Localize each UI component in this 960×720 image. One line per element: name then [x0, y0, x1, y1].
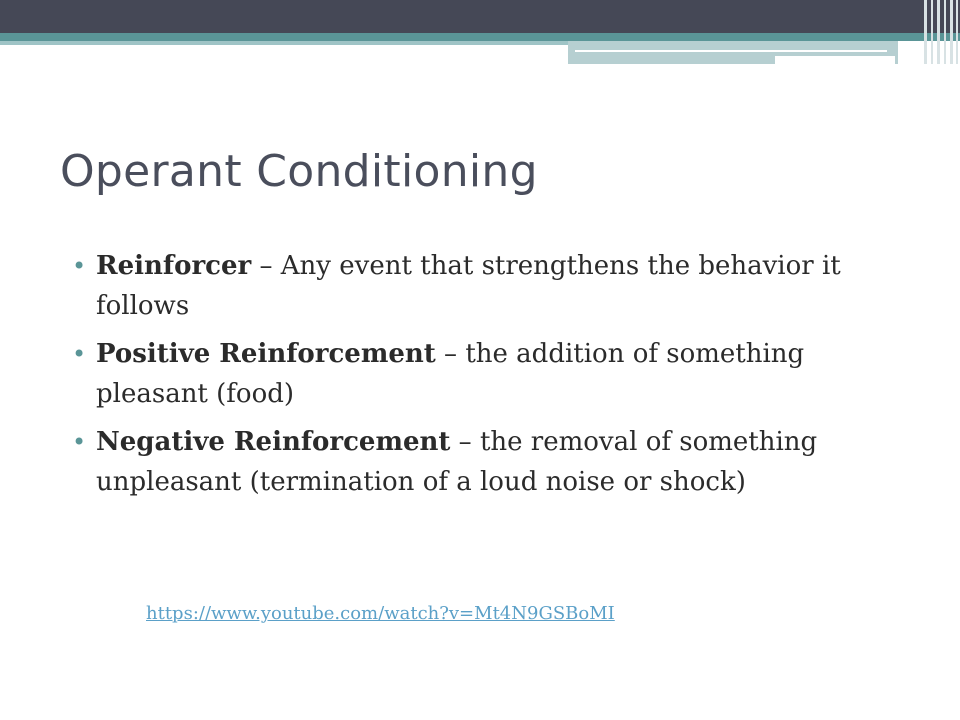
top-bar-dark: [0, 0, 960, 33]
slide-title: Operant Conditioning: [60, 146, 538, 197]
bullet-separator: –: [450, 427, 480, 457]
top-bar-white-line: [575, 50, 887, 52]
bullet-dot-icon: •: [72, 428, 87, 456]
top-bar-light: [0, 41, 568, 45]
bullet-dot-icon: •: [72, 340, 87, 368]
bullet-text: Any event that strengthens the behavior it follows: [96, 251, 841, 321]
top-bar-accent-notch: [775, 56, 895, 64]
top-right-stripes: [920, 0, 960, 64]
bullet-item: [72, 422, 872, 502]
bullet-term: Positive Reinforcement: [96, 339, 436, 369]
bullet-text: the addition of something pleasant (food): [96, 339, 805, 409]
top-bar-teal: [0, 33, 960, 41]
bullet-separator: –: [435, 339, 466, 369]
youtube-link[interactable]: https://www.youtube.com/watch?v=Mt4N9GSBoMI: [146, 603, 615, 624]
bullet-term: Negative Reinforcement: [96, 427, 451, 457]
bullet-item: [72, 246, 872, 326]
bullet-dot-icon: •: [72, 252, 87, 280]
bullet-term: Reinforcer: [96, 251, 252, 281]
bullet-separator: –: [251, 251, 281, 281]
bullet-text: the removal of something unpleasant (termination of a loud noise or shock): [96, 427, 818, 497]
bullet-item: [72, 334, 872, 414]
bullet-list: [72, 246, 872, 510]
